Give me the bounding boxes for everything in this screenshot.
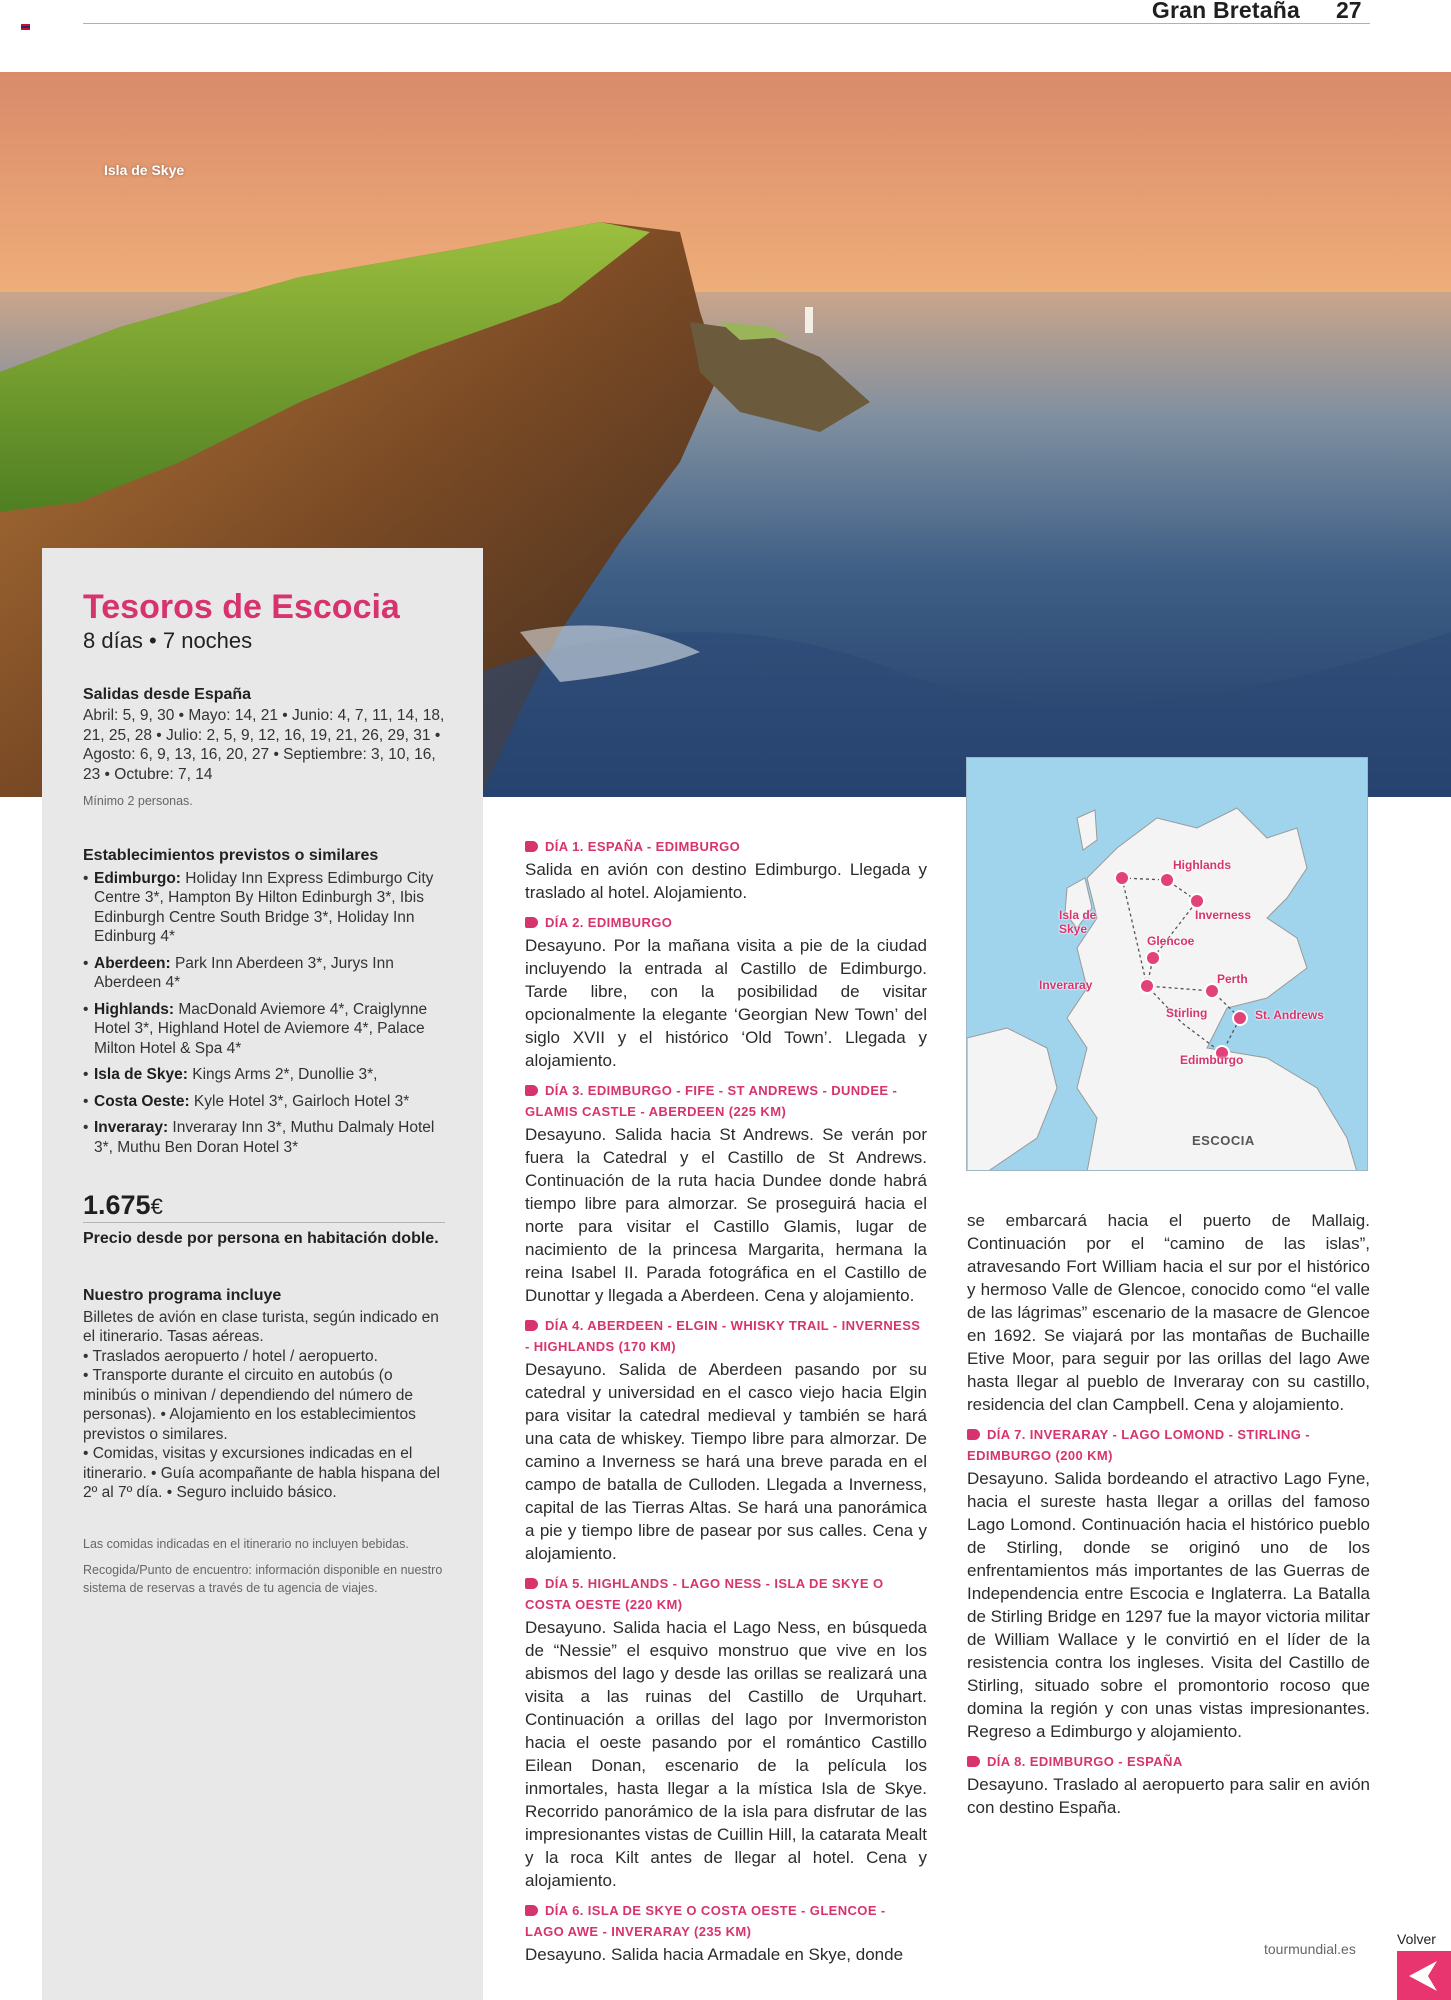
- map-label-edimburgo: Edimburgo: [1180, 1053, 1244, 1067]
- hotel-city: Aberdeen:: [94, 954, 171, 972]
- price-currency: €: [150, 1194, 163, 1219]
- back-button[interactable]: [1397, 1951, 1451, 2000]
- arrow-marker-icon: [967, 1756, 980, 1767]
- photo-caption: Isla de Skye: [104, 162, 185, 178]
- list-item: [83, 1118, 445, 1157]
- pickup-note: Recogida/Punto de encuentro: información disponible en nuestro sistema de reservas a través de tu agencia de viajes.: [83, 1562, 443, 1595]
- arrow-marker-icon: [525, 1085, 538, 1096]
- day-text: Desayuno. Por la mañana visita a pie de la ciudad incluyendo la entrada al Castillo de Edimburgo. Tarde libre, con la posibilidad de visitar opcionalmente la elegante ‘Georgian New Town’ del siglo XVII y el histórico ‘Old Town’. Llegada y alojamiento.: [525, 936, 927, 1070]
- site-url[interactable]: tourmundial.es: [1264, 1941, 1356, 1957]
- day-text: Desayuno. Salida hacia el Lago Ness, en búsqueda de “Nessie” el esquivo monstruo que vive en los abismos del lago y desde las orillas se realizará una visita a las ruinas del Castillo de Urquhart. Continuación a orillas del lago por Invermoriston hacia el oeste pasando por el romántico Castillo Eilean Donan, escenario de la película los inmortales, hasta llegar a la mística Isla de Skye. Recorrido panorámico de la isla para disfrutar de las impresionantes vistas de Cuillin Hill, la catarata Mealt y la roca Kilt antes de llegar al hotel. Cena y alojamiento.: [525, 1618, 927, 1890]
- section-title: Gran Bretaña: [1151, 0, 1300, 23]
- day-text: Salida en avión con destino Edimburgo. Llegada y traslado al hotel. Alojamiento.: [525, 860, 927, 902]
- trip-info-panel: [42, 548, 483, 2000]
- trip-duration: 8 días • 7 noches: [83, 628, 253, 653]
- map-label-st-andrews: St. Andrews: [1255, 1008, 1324, 1022]
- includes-heading: Nuestro programa incluye: [83, 1286, 282, 1304]
- hotel-city: Inveraray:: [94, 1119, 169, 1136]
- hotel-city: Edimburgo:: [94, 869, 181, 887]
- day-heading: DÍA 2. EDIMBURGO: [525, 912, 927, 933]
- includes-text: Billetes de avión en clase turista, según indicado en el itinerario. Tasas aéreas. • Traslados aeropuerto / hotel / aeropuerto. • Transporte durante el circuito en autobús (o minibús o minivan / dependiendo del número de personas). • Alojamiento en los establecimientos previstos o similares. • Comidas, visitas y excursiones indicadas en el itinerario. • Guía acompañante de habla hispana del 2º al 7º día. • Seguro incluido básico.: [83, 1308, 440, 1501]
- map-label-inverness: Inverness: [1195, 908, 1252, 922]
- back-arrow-icon: [1397, 1951, 1451, 2000]
- price-description: Precio desde por persona en habitación doble.: [83, 1230, 439, 1247]
- departures-dates: Abril: 5, 9, 30 • Mayo: 14, 21 • Junio: 4, 7, 11, 14, 18, 21, 25, 28 • Julio: 2, 5, 9, 12, 16, 19, 21, 26, 29, 31 • Agosto: 6, 9, 13, 16, 20, 27 • Septiembre: 3, 10, 16, 23 • Octubre: 7, 14: [83, 707, 445, 783]
- arrow-marker-icon: [525, 917, 538, 928]
- arrow-marker-icon: [525, 1905, 538, 1916]
- hotel-names: Kyle Hotel 3*, Gairloch Hotel 3*: [189, 1092, 410, 1110]
- day-heading: DÍA 3. EDIMBURGO - FIFE - ST ANDREWS - DUNDEE - GLAMIS CASTLE - ABERDEEN (225 KM): [525, 1083, 898, 1119]
- hotel-city: Highlands:: [94, 1000, 175, 1018]
- price-amount: 1.675: [83, 1190, 151, 1220]
- day-heading: DÍA 6. ISLA DE SKYE O COSTA OESTE - GLENCOE - LAGO AWE - INVERARAY (235 KM): [525, 1903, 886, 1939]
- map-label-perth: Perth: [1217, 972, 1248, 986]
- scotland-map-illustration: [967, 758, 1368, 1171]
- list-item: [83, 1065, 445, 1085]
- minimum-people-note: Mínimo 2 personas.: [83, 794, 193, 808]
- day-text: Desayuno. Salida hacia St Andrews. Se verán por fuera la Catedral y el Castillo de St Andrews. Continuación de la ruta hacia Dundee donde habrá tiempo libre para almorzar. Se proseguirá hacia el norte para visitar el Castillo Glamis, lugar de nacimiento de la princesa Margarita, hermana la reina Isabel II. Parada fotográfica en el Castillo de Dunottar y llegada a Aberdeen. Cena y alojamiento.: [525, 1125, 927, 1305]
- day-text: Desayuno. Salida bordeando el atractivo Lago Fyne, hacia el sureste hasta llegar a orillas del famoso Lago Lomond. Continuación hacia el histórico pueblo de Stirling, donde se originó uno de los enfrentamientos más importantes de las Guerras de Independencia entre Escocia e Inglaterra. La Batalla de Stirling Bridge en 1297 fue la mayor victoria militar de William Wallace y le convirtió en el líder de la resistencia contra los ingleses. Visita del Castillo de Stirling, situado sobre el promontorio rocoso que domina la región y con unas vistas impresionantes. Regreso a Edimburgo y alojamiento.: [967, 1469, 1370, 1741]
- list-item: [83, 1092, 445, 1112]
- page-number: 27: [1336, 0, 1362, 23]
- arrow-marker-icon: [967, 1429, 980, 1440]
- list-item: [83, 1000, 445, 1059]
- price-block: [83, 1190, 445, 1223]
- arrow-marker-icon: [525, 841, 538, 852]
- map-country-label: ESCOCIA: [1192, 1133, 1255, 1148]
- back-label[interactable]: Volver: [1397, 1931, 1436, 1947]
- hotel-city: Costa Oeste:: [94, 1092, 190, 1110]
- list-item: [83, 954, 445, 993]
- map-label-stirling: Stirling: [1166, 1006, 1208, 1020]
- day-text: Desayuno. Salida de Aberdeen pasando por su catedral y universidad en el casco viejo hacia Elgin para visitar la catedral medieval y también se hará una cata de whiskey. Tiempo libre para almorzar. De camino a Inverness se hará una breve parada en el campo de batalla de Culloden. Llegada a Inverness, capital de las Tierras Altas. Se hará una panorámica a pie y tiempo libre de pasear por sus calles. Cena y alojamiento.: [525, 1360, 927, 1563]
- trip-title: Tesoros de Escocia: [83, 588, 400, 626]
- hotel-names: Holiday Inn Express Edimburgo City Centre 3*, Hampton By Hilton Edinburgh 3*, Ibis Edinburgh Centre South Bridge 3*, Holiday Inn Edinburg 4*: [94, 869, 434, 945]
- day-heading: DÍA 5. HIGHLANDS - LAGO NESS - ISLA DE SKYE O COSTA OESTE (220 KM): [525, 1576, 884, 1612]
- list-item: [83, 869, 445, 947]
- day-text-continued: se embarcará hacia el puerto de Mallaig. Continuación por el “camino de las islas”, atravesando Fort William hacia el sur por el histórico y hermoso Valle de Glencoe, conocido como “el valle de las lágrimas” escenario de la masacre de Glencoe en 1692. Se viajará por las montañas de Buchaille Etive Moor, para seguir por las orillas del lago Awe hasta llegar al pueblo de Inveraray con su castillo, residencia del clan Campbell. Cena y alojamiento.: [967, 1211, 1370, 1414]
- map-label-isla-de-skye: Isla de Skye: [1059, 908, 1097, 936]
- map-label-glencoe: Glencoe: [1147, 934, 1195, 948]
- itinerary-column-2: [967, 1208, 1370, 1819]
- departures-heading: Salidas desde España: [83, 686, 252, 703]
- map-label-inveraray: Inveraray: [1039, 978, 1093, 992]
- day-heading: DÍA 1. ESPAÑA - EDIMBURGO: [525, 836, 927, 857]
- route-map: [966, 757, 1368, 1171]
- day-text: Desayuno. Salida hacia Armadale en Skye, donde: [525, 1945, 904, 1964]
- map-label-highlands: Highlands: [1173, 858, 1232, 872]
- hotel-names: Inveraray Inn 3*, Muthu Dalmaly Hotel 3*, Muthu Ben Doran Hotel 3*: [94, 1119, 435, 1156]
- hotel-list: [83, 869, 445, 1158]
- hotel-names: Park Inn Aberdeen 3*, Jurys Inn Aberdeen 4*: [94, 954, 394, 991]
- meals-note: Las comidas indicadas en el itinerario no incluyen bebidas.: [83, 1536, 409, 1551]
- hotel-names: MacDonald Aviemore 4*, Craiglynne Hotel 3*, Highland Hotel de Aviemore 4*, Palace Milton Hotel & Spa 4*: [94, 1000, 428, 1057]
- itinerary-column-1: [525, 836, 927, 1966]
- hotel-names: Kings Arms 2*, Dunollie 3*,: [187, 1066, 378, 1083]
- hotels-heading: Establecimientos previstos o similares: [83, 846, 379, 864]
- day-heading: DÍA 8. EDIMBURGO - ESPAÑA: [967, 1751, 1370, 1772]
- hotel-city: Isla de Skye:: [94, 1066, 188, 1083]
- spain-flag-icon: [21, 24, 30, 30]
- arrow-marker-icon: [525, 1320, 538, 1331]
- day-heading: DÍA 4. ABERDEEN - ELGIN - WHISKY TRAIL - INVERNESS - HIGHLANDS (170 KM): [525, 1318, 921, 1354]
- day-text: Desayuno. Traslado al aeropuerto para salir en avión con destino España.: [967, 1775, 1370, 1817]
- day-heading: DÍA 7. INVERARAY - LAGO LOMOND - STIRLING - EDIMBURGO (200 KM): [967, 1427, 1310, 1463]
- arrow-marker-icon: [525, 1578, 538, 1589]
